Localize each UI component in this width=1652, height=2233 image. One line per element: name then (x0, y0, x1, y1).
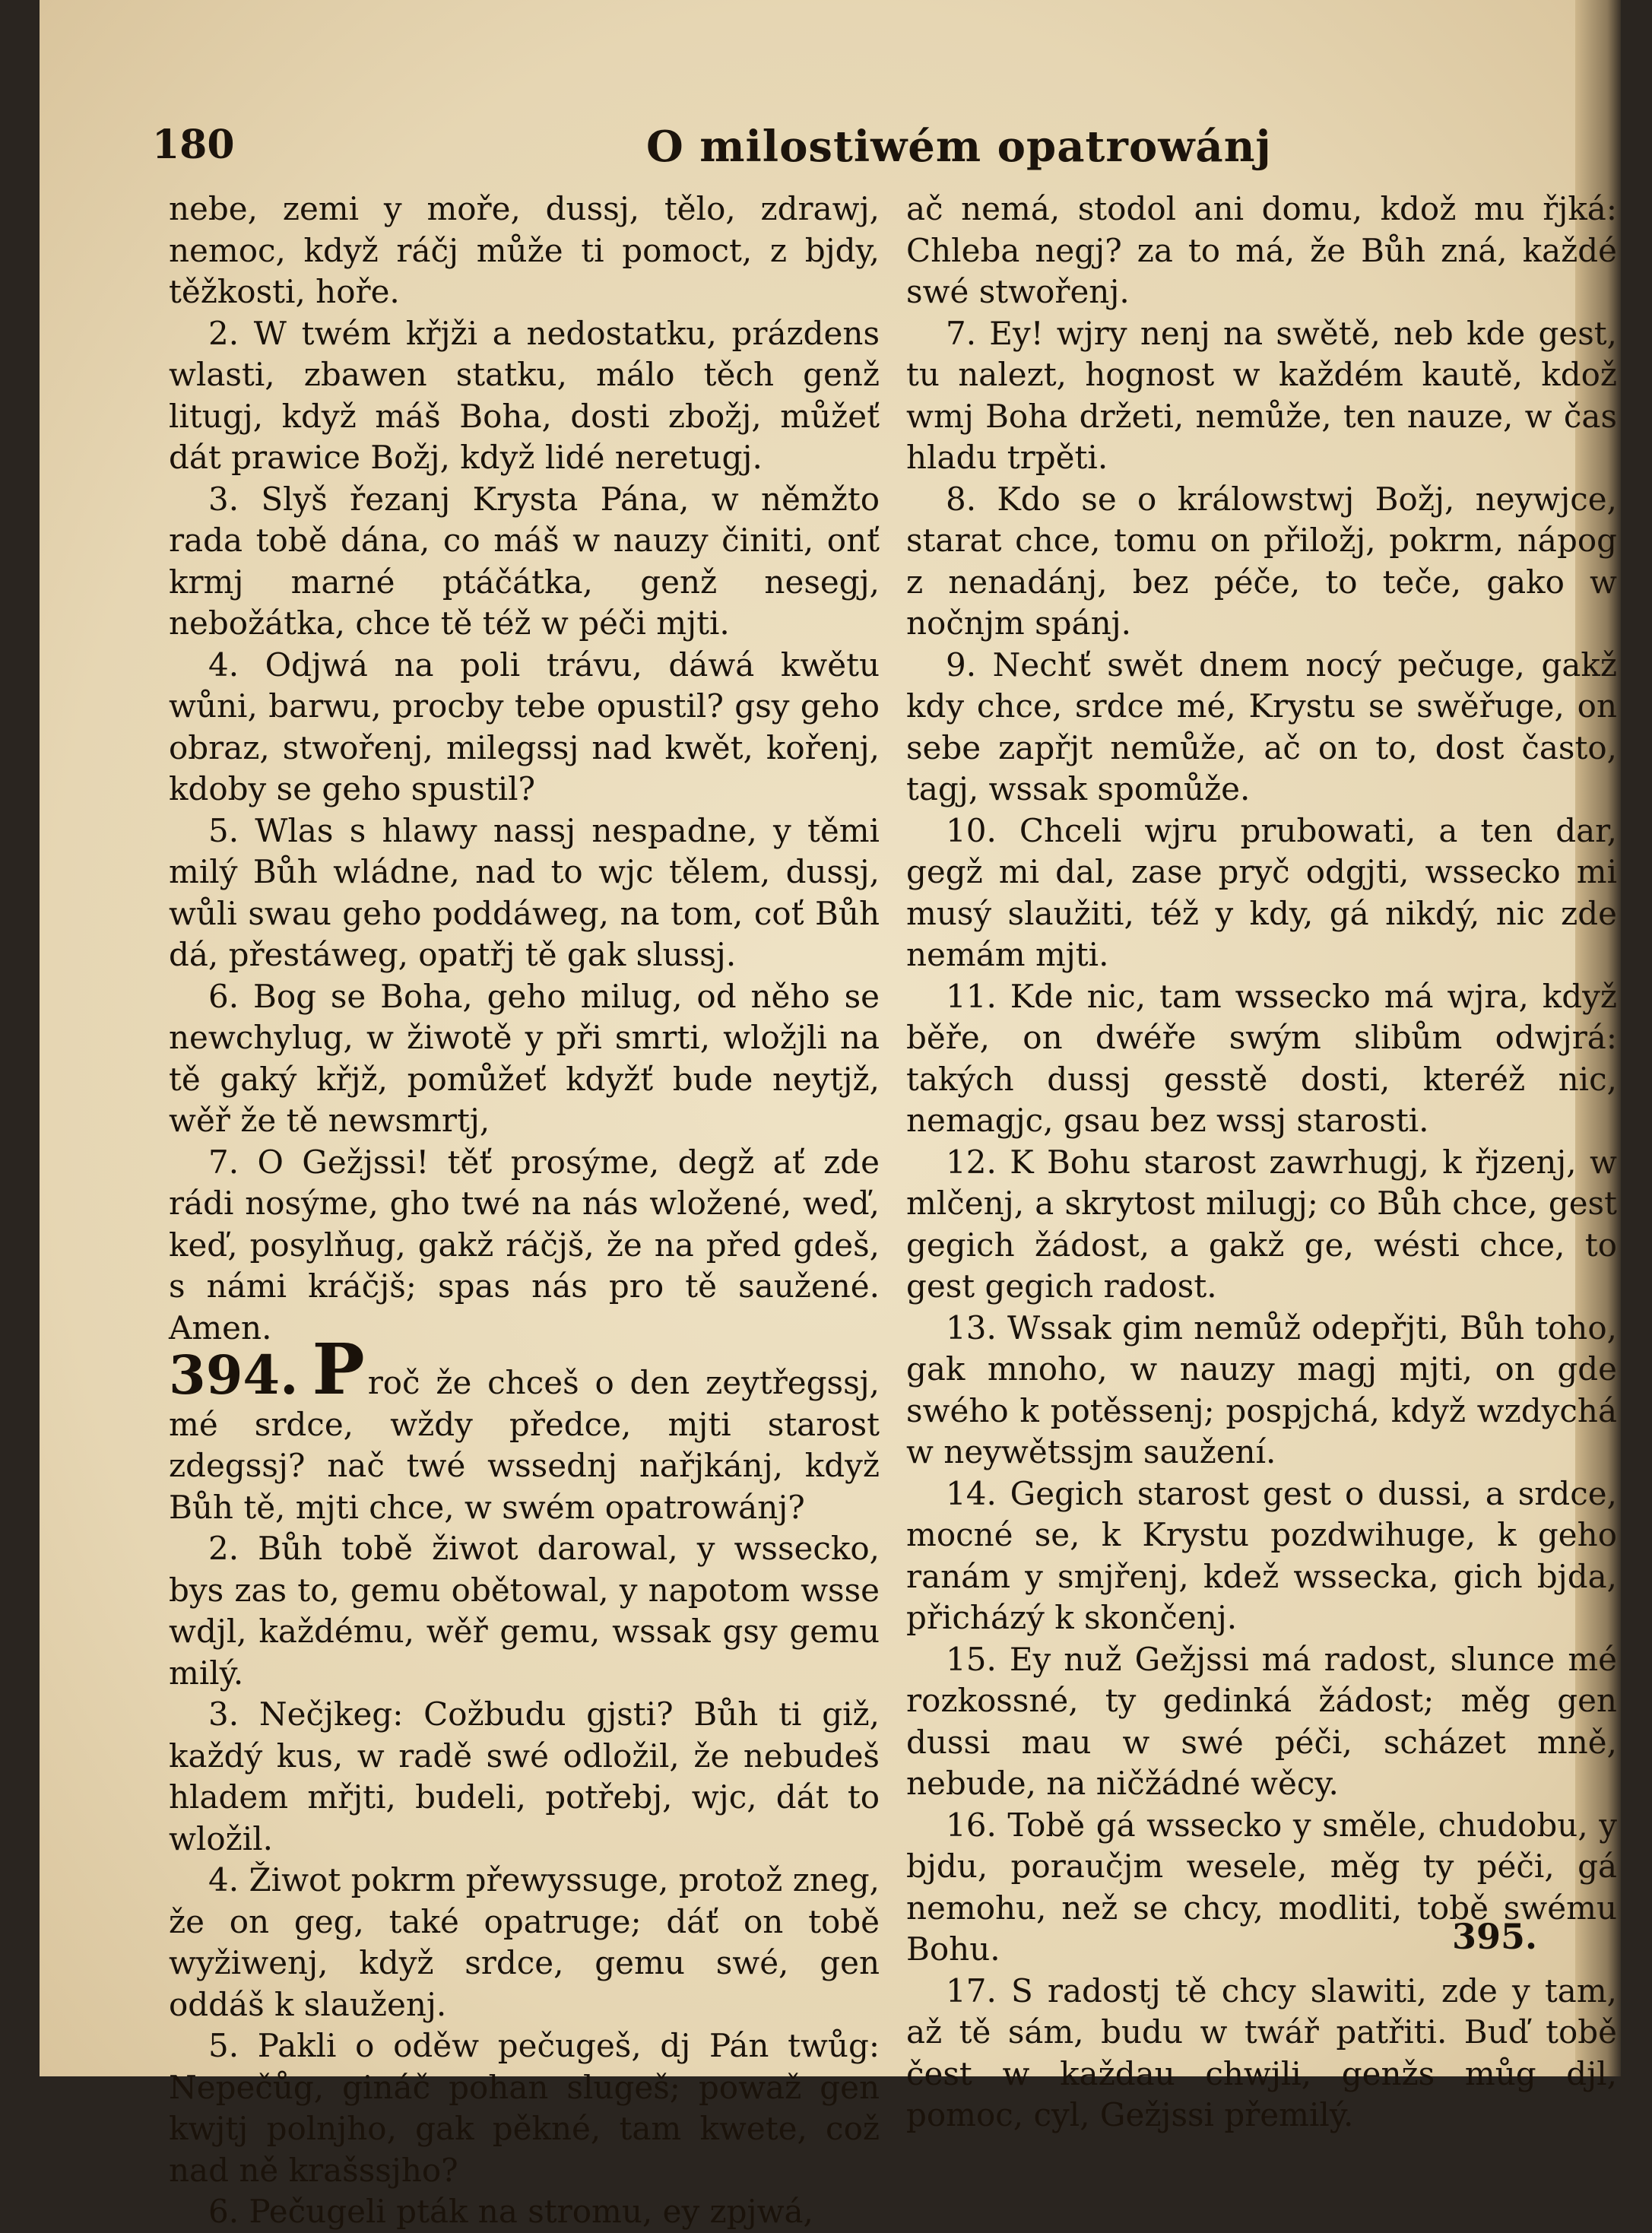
left-paragraph: 6. Pečugeli pták na stromu, ey zpjwá, (208, 2193, 813, 2230)
right-paragraph: 14. Gegich starost gest o dussi, a srdce, mocné se, k Krystu pozdwihuge, k geho ranám y smjřenj, kdež wssecka, gich bjda, přicházý k skončenj. (906, 1474, 1617, 1636)
running-title: O milostiwém opatrowánj (646, 122, 1272, 172)
right-paragraph: ač nemá, stodol ani domu, kdož mu řjká: Chleba negj? za to má, že Bůh zná, každé swé stwořenj. (906, 190, 1617, 310)
page-number: 180 (152, 122, 235, 168)
right-paragraph: 13. Wssak gim nemůž odepřjti, Bůh toho, gak mnoho, w nauzy magj mjti, on gde swého k potěssenj; pospjchá, když wzdychá w neywětssjm saužení. (906, 1308, 1617, 1470)
right-paragraph: 10. Chceli wjru prubowati, a ten dar, gegž mi dal, zase pryč odgjti, wssecko mi musý slaužiti, též y kdy, gá nikdý, nic zde nemám mjti. (906, 811, 1617, 973)
left-paragraph: 2. Bůh tobě žiwot darowal, y wssecko, bys zas to, gemu obětowal, y napotom wsse wdjl, každému, wěř gemu, wssak gsy gemu milý. (169, 1530, 880, 1692)
left-paragraph: nebe, zemi y moře, dussj, tělo, zdrawj, nemoc, když ráčj může ti pomoct, z bjdy, těžkosti, hoře. (169, 190, 880, 310)
hymn-394-start (169, 1328, 880, 1528)
left-paragraph: 5. Wlas s hlawy nassj nespadne, y těmi milý Bůh wládne, nad to wjc tělem, dussj, wůli swau geho poddáweg, na tom, coť Bůh dá, přestáweg, opatřj tě gak slussj. (169, 811, 880, 973)
book-page (40, 0, 1621, 2230)
drop-initial: P (312, 1328, 365, 1410)
right-paragraph: 17. S radostj tě chcy slawiti, zde y tam, až tě sám, budu w twář patřiti. Buď tobě čest w každau chwjli, genžs můg djl, pomoc, cyl, Gežjssi přemilý. (906, 1971, 1617, 2133)
left-paragraph: 7. O Gežjssi! těť prosýme, degž ať zde rádi nosýme, gho twé na nás wložené, weď, keď, posylňug, gakž ráčjš, že na před gdeš, s námi kráčjš; spas nás pro tě saužené. Amen. (169, 1143, 880, 1346)
page-header (152, 122, 1566, 175)
left-paragraph: 6. Bog se Boha, geho milug, od něho se newchylug, w žiwotě y při smrti, wložjli na tě gaký křjž, pomůžeť kdyžť bude neytjž, wěř že tě newsmrtj, (169, 977, 880, 1139)
left-paragraph: 3. Slyš řezanj Krysta Pána, w němžto rada tobě dána, co máš w nauzy činiti, onť krmj marné ptáčátka, genž nesegj, nebožátka, chce tě též w péči mjti. (169, 480, 880, 642)
left-paragraph: 3. Nečjkeg: Cožbudu gjsti? Bůh ti giž, každý kus, w radě swé odložil, že nebudeš hladem mřjti, budeli, potřebj, wjc, dát to wložil. (169, 1695, 880, 1857)
right-paragraph: 12. K Bohu starost zawrhugj, k řjzenj, w mlčenj, a skrytost milugj; co Bůh chce, gest gegich žádost, a gakž ge, wésti chce, to gest gegich radost. (906, 1143, 1617, 1305)
left-column (169, 189, 880, 2233)
right-paragraph: 11. Kde nic, tam wssecko má wjra, když běře, on dwéře swým slibům odwjrá: takých dussj gesstě dosti, kteréž nic, nemagjc, gsau bez wssj starosti. (906, 977, 1617, 1139)
left-paragraph: 5. Pakli o oděw pečugeš, dj Pán twůg: Nepečůg, gináč pohan slugeš; powaž gen kwjtj polnjho, gak pěkné, tam kwete, což nad ně krašssjho? (169, 2027, 880, 2189)
right-column (906, 189, 1617, 2136)
left-paragraph: 4. Odjwá na poli trávu, dáwá kwětu wůni, barwu, procby tebe opustil? gsy geho obraz, stwořenj, milegssj nad kwět, kořenj, kdoby se geho spustil? (169, 645, 880, 807)
right-paragraph: 8. Kdo se o králowstwj Božj, neywjce, starat chce, tomu on přiložj, pokrm, nápog z nenadánj, bez péče, to teče, gako w nočnjm spánj. (906, 480, 1617, 642)
right-paragraph: 7. Ey! wjry nenj na swětě, neb kde gest, tu nalezt, hognost w každém kautě, kdož wmj Boha držeti, nemůže, ten nauze, w čas hladu trpěti. (906, 314, 1617, 476)
right-paragraph: 16. Tobě gá wssecko y směle, chudobu, y bjdu, poraučjm wesele, měg ty péči, gá nemohu, než se chcy, modliti, tobě swému Bohu. (906, 1806, 1617, 1968)
right-paragraph: 9. Nechť swět dnem nocý pečuge, gakž kdy chce, srdce mé, Krystu se swěřuge, on sebe zapřjt nemůže, ač on to, dost často, tagj, wssak spomůže. (906, 645, 1617, 807)
hymn-number: 394. (169, 1343, 299, 1407)
hymn-first-stanza: roč že chceš o den zeytřegssj, mé srdce, wždy předce, mjti starost zdegssj? nač twé wssednj nařjkánj, když Bůh tě, mjti chce, w swém opatrowánj? (169, 1364, 880, 1526)
right-paragraph: 15. Ey nuž Gežjssi má radost, slunce mé rozkossné, ty gedinká žádost; měg gen dussi mau w swé péči, scházet mně, nebude, na ničžádné wěcy. (906, 1640, 1617, 1802)
catchword: 395. (1451, 1916, 1537, 1957)
left-paragraph: 2. W twém křjži a nedostatku, prázdens wlasti, zbawen statku, málo těch genž litugj, když máš Boha, dosti zbožj, můžeť dát prawice Božj, když lidé neretugj. (169, 314, 880, 476)
left-paragraph: 4. Žiwot pokrm přewyssuge, protož zneg, že on geg, také opatruge; dáť on tobě wyžiwenj, když srdce, gemu swé, gen oddáš k slauženj. (169, 1861, 880, 2023)
